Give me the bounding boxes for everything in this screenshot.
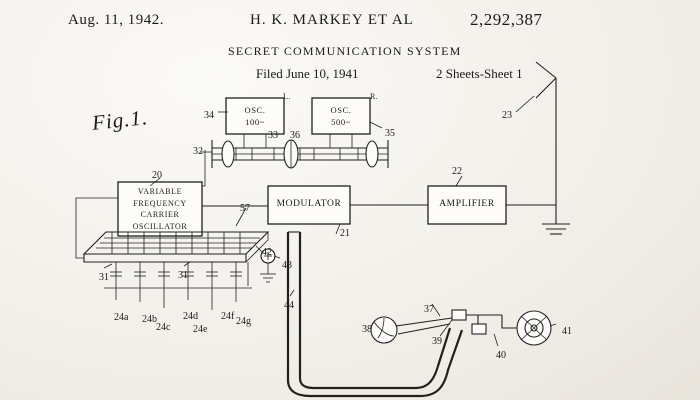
ref-numeral-41: 41 (562, 326, 572, 337)
ref-numeral-24d: 24d (183, 311, 198, 322)
modulator-label: MODULATOR (276, 199, 342, 209)
header-date: Aug. 11, 1942. (68, 12, 165, 28)
ref-numeral-34: 34 (204, 110, 214, 121)
ref-numeral-24b: 24b (142, 314, 157, 325)
header-inventor: H. K. MARKEY ET AL (250, 12, 414, 28)
header-title: SECRET COMMUNICATION SYSTEM (228, 44, 462, 58)
ref-numeral-24c: 24c (156, 322, 171, 333)
header-sheet-count: 2 Sheets-Sheet 1 (436, 66, 523, 81)
right-roll-label: R. (370, 92, 379, 101)
amplifier-label: AMPLIFIER (439, 199, 495, 209)
ref-numeral-24f: 24f (221, 311, 235, 322)
ref-numeral-23: 23 (502, 110, 512, 121)
ref-numeral-31: 31 (99, 272, 109, 283)
vfco-label: VARIABLE FREQUENCY CARRIER OSCILLATOR (132, 187, 188, 231)
ref-numeral-36: 36 (290, 130, 300, 141)
ref-numeral-24e: 24e (193, 324, 208, 335)
ref-numeral-20: 20 (152, 170, 162, 181)
ref-numeral-43: 43 (282, 260, 292, 271)
ref-numeral-38: 38 (362, 324, 372, 335)
ref-numeral-35: 35 (385, 128, 395, 139)
osc-500-label: OSC. 500~ (330, 105, 352, 127)
ref-numeral-32: 32 (193, 146, 203, 157)
ref-numeral-21: 21 (340, 228, 350, 239)
linkage-block (452, 310, 466, 320)
ref-numeral-37: 37 (424, 304, 434, 315)
ref-numeral-42: 42 (262, 247, 272, 258)
ref-numeral-24a: 24a (114, 312, 129, 323)
ref-numeral-39: 39 (432, 336, 442, 347)
header-filed-date: Filed June 10, 1941 (256, 66, 359, 81)
ref-numeral-24g: 24g (236, 316, 251, 327)
ref-numeral-33: 33 (268, 130, 278, 141)
header-patent-number: 2,292,387 (470, 10, 543, 29)
ref-numeral-31: 31 (178, 270, 188, 281)
ref-numeral-44: 44 (284, 300, 294, 311)
ref-numeral-57: 57 (240, 203, 250, 214)
osc-100-label: OSC. 100~ (244, 105, 266, 127)
figure-label: Fig.1. (90, 105, 150, 135)
left-roll-label: L. (283, 92, 291, 101)
tape-roller-right (366, 141, 378, 167)
ref-numeral-22: 22 (452, 166, 462, 177)
ref-numeral-40: 40 (496, 350, 506, 361)
tape-roller-left (222, 141, 234, 167)
